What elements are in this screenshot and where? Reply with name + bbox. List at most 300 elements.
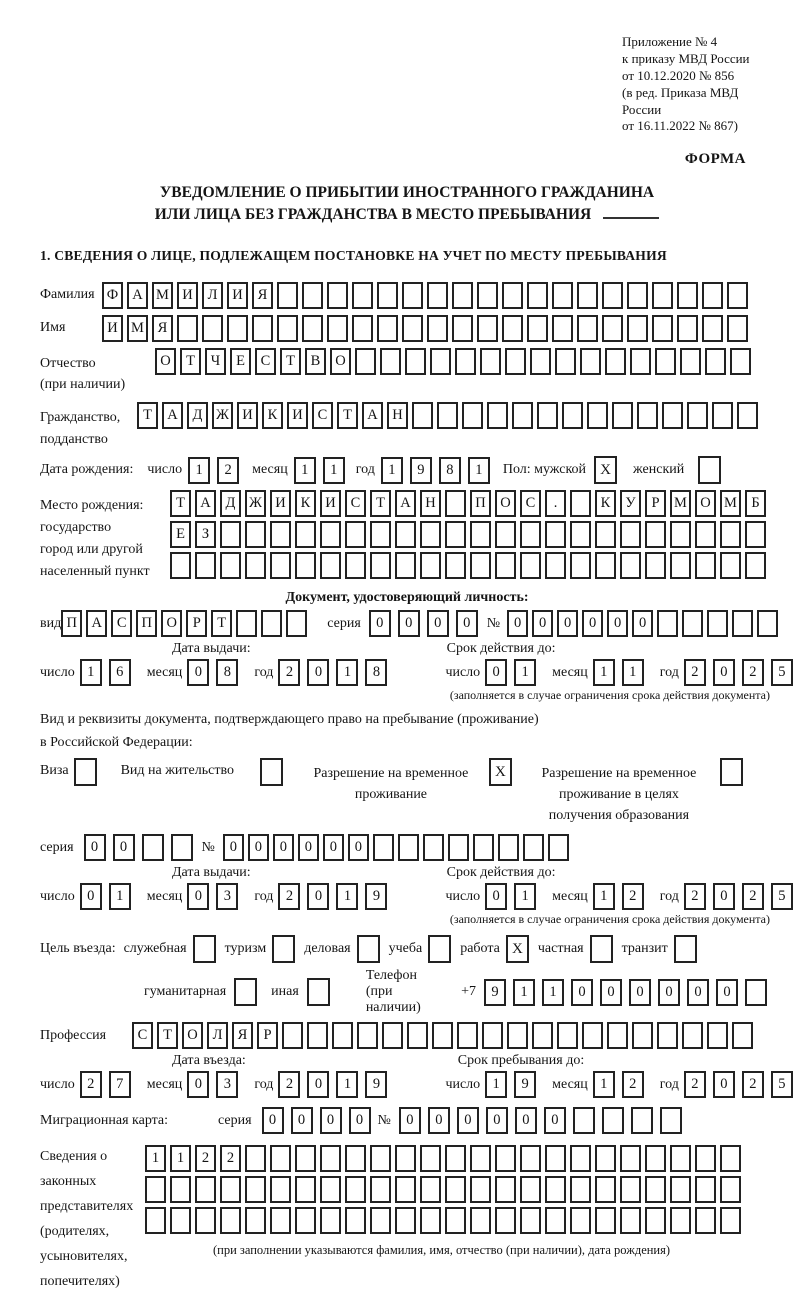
char-box: Т bbox=[280, 348, 301, 375]
char-box bbox=[520, 1145, 541, 1172]
valid-until-heading: Срок действия до: bbox=[446, 865, 556, 881]
char-box bbox=[652, 282, 673, 309]
entry-date-heading: Дата въезда: bbox=[172, 1053, 246, 1069]
char-box: 0 bbox=[84, 834, 106, 861]
char-box: 0 bbox=[687, 979, 709, 1006]
char-box: 0 bbox=[713, 1071, 735, 1098]
char-box: 0 bbox=[113, 834, 135, 861]
char-box: Н bbox=[387, 402, 408, 429]
char-box bbox=[437, 402, 458, 429]
char-box bbox=[145, 1176, 166, 1203]
char-box bbox=[527, 315, 548, 342]
profession-cells bbox=[132, 1022, 757, 1049]
char-box bbox=[657, 610, 678, 637]
char-box: 1 bbox=[170, 1145, 191, 1172]
char-box: 0 bbox=[607, 610, 628, 637]
char-box bbox=[252, 315, 273, 342]
char-box: К bbox=[262, 402, 283, 429]
char-box bbox=[302, 315, 323, 342]
char-box bbox=[552, 315, 573, 342]
char-box bbox=[537, 402, 558, 429]
char-box bbox=[552, 282, 573, 309]
char-box bbox=[395, 1145, 416, 1172]
char-box: 0 bbox=[544, 1107, 566, 1134]
section-1-heading: 1. СВЕДЕНИЯ О ЛИЦЕ, ПОДЛЕЖАЩЕМ ПОСТАНОВКЕ НА УЧЕТ ПО МЕСТУ ПРЕБЫВАНИЯ bbox=[40, 247, 667, 263]
char-box bbox=[332, 1022, 353, 1049]
purpose-work-checkbox: X bbox=[506, 935, 529, 963]
patronymic-cells bbox=[155, 348, 755, 375]
char-box: С bbox=[312, 402, 333, 429]
char-box: 2 bbox=[278, 659, 300, 686]
purpose-study-label: учеба bbox=[388, 941, 423, 957]
char-box: 2 bbox=[80, 1071, 102, 1098]
char-box bbox=[655, 348, 676, 375]
char-box bbox=[580, 348, 601, 375]
char-box bbox=[620, 552, 641, 579]
entry-date-group: число 2 7 месяц 0 3 год 2 0 1 9 bbox=[40, 1071, 403, 1098]
char-box: 1 bbox=[336, 659, 358, 686]
char-box bbox=[695, 1207, 716, 1234]
char-box bbox=[577, 315, 598, 342]
char-box bbox=[295, 1145, 316, 1172]
char-box bbox=[645, 1176, 666, 1203]
char-box bbox=[670, 1176, 691, 1203]
residence-doc-series-row bbox=[40, 834, 774, 861]
char-box: Я bbox=[152, 315, 173, 342]
char-box: Р bbox=[186, 610, 207, 637]
char-box: 0 bbox=[713, 659, 735, 686]
guardians-note: (при заполнении указываются фамилия, имя, отчество (при наличии), дата рождения) bbox=[213, 1243, 671, 1258]
stay-year-cells bbox=[684, 1071, 800, 1098]
char-box bbox=[660, 1107, 682, 1134]
char-box bbox=[720, 521, 741, 548]
char-box bbox=[320, 1207, 341, 1234]
char-box bbox=[682, 610, 703, 637]
char-box bbox=[470, 1145, 491, 1172]
purpose-other-checkbox bbox=[307, 978, 330, 1006]
char-box: Я bbox=[252, 282, 273, 309]
char-box bbox=[270, 552, 291, 579]
char-box bbox=[527, 282, 548, 309]
char-box: И bbox=[287, 402, 308, 429]
char-box: 0 bbox=[456, 610, 478, 637]
char-box bbox=[352, 282, 373, 309]
char-box: 8 bbox=[439, 457, 461, 484]
char-box bbox=[227, 315, 248, 342]
char-box: К bbox=[595, 490, 616, 517]
char-box: У bbox=[620, 490, 641, 517]
char-box bbox=[702, 315, 723, 342]
issue-date-group: число 1 6 месяц 0 8 год 2 0 1 8 bbox=[40, 659, 403, 686]
char-box bbox=[245, 552, 266, 579]
char-box bbox=[220, 521, 241, 548]
residence-permit-label: Вид на жительство bbox=[120, 763, 234, 779]
char-box bbox=[370, 552, 391, 579]
char-box bbox=[612, 402, 633, 429]
char-box: 0 bbox=[273, 834, 294, 861]
char-box: В bbox=[305, 348, 326, 375]
entry-month-cells bbox=[187, 1071, 245, 1098]
char-box: 2 bbox=[217, 457, 239, 484]
char-box bbox=[495, 1176, 516, 1203]
char-box: 1 bbox=[80, 659, 102, 686]
char-box: 5 bbox=[771, 883, 793, 910]
char-box bbox=[745, 552, 766, 579]
issue-year-cells bbox=[278, 659, 394, 686]
order-annotation bbox=[622, 34, 774, 135]
char-box bbox=[445, 490, 466, 517]
char-box bbox=[520, 1176, 541, 1203]
char-box bbox=[495, 1145, 516, 1172]
guardians-label: Сведения о законных представителях (родителях, усыновителях, попечителях) bbox=[40, 1149, 134, 1289]
char-box bbox=[720, 552, 741, 579]
annotation-line: к приказу МВД России bbox=[622, 50, 750, 66]
firstname-label: Имя bbox=[40, 319, 66, 335]
char-box: 1 bbox=[593, 659, 615, 686]
char-box bbox=[495, 1207, 516, 1234]
title-line-1: УВЕДОМЛЕНИЕ О ПРИБЫТИИ ИНОСТРАННОГО ГРАЖДАНИНА bbox=[159, 184, 655, 202]
char-box: 2 bbox=[278, 883, 300, 910]
char-box bbox=[570, 1207, 591, 1234]
guardians-row-3 bbox=[145, 1207, 745, 1234]
char-box: Д bbox=[220, 490, 241, 517]
birthplace-row-1 bbox=[170, 490, 770, 517]
char-box bbox=[707, 610, 728, 637]
char-box bbox=[445, 1145, 466, 1172]
char-box: И bbox=[102, 315, 123, 342]
char-box: 2 bbox=[622, 883, 644, 910]
identity-doc-dates bbox=[40, 659, 786, 686]
guardians-row-1 bbox=[145, 1145, 745, 1172]
char-box bbox=[370, 1145, 391, 1172]
visa-label: Виза bbox=[40, 763, 69, 779]
char-box bbox=[277, 315, 298, 342]
char-box bbox=[577, 282, 598, 309]
char-box bbox=[380, 348, 401, 375]
char-box: 1 bbox=[593, 883, 615, 910]
doc-kind-cells bbox=[61, 610, 311, 637]
char-box: 0 bbox=[307, 659, 329, 686]
char-box: 0 bbox=[298, 834, 319, 861]
char-box bbox=[523, 834, 544, 861]
char-box bbox=[705, 348, 726, 375]
identity-doc-row bbox=[40, 610, 774, 637]
char-box bbox=[620, 1145, 641, 1172]
char-box bbox=[570, 552, 591, 579]
year-label: год bbox=[355, 462, 375, 478]
char-box bbox=[482, 1022, 503, 1049]
char-box bbox=[420, 1207, 441, 1234]
char-box: 0 bbox=[323, 834, 344, 861]
char-box: 0 bbox=[307, 1071, 329, 1098]
issue-year-cells bbox=[278, 883, 394, 910]
char-box bbox=[727, 282, 748, 309]
char-box bbox=[245, 521, 266, 548]
char-box: 1 bbox=[514, 883, 536, 910]
char-box: Л bbox=[207, 1022, 228, 1049]
char-box bbox=[470, 1207, 491, 1234]
char-box: 0 bbox=[582, 610, 603, 637]
char-box: 2 bbox=[684, 883, 706, 910]
birth-day-cells bbox=[188, 457, 246, 484]
char-box: 1 bbox=[468, 457, 490, 484]
char-box: 0 bbox=[515, 1107, 537, 1134]
char-box: А bbox=[86, 610, 107, 637]
char-box bbox=[670, 1207, 691, 1234]
guardians-cells bbox=[145, 1140, 745, 1258]
char-box bbox=[630, 348, 651, 375]
char-box: И bbox=[320, 490, 341, 517]
char-box: О bbox=[695, 490, 716, 517]
char-box bbox=[645, 1145, 666, 1172]
char-box: Р bbox=[645, 490, 666, 517]
issue-day-cells bbox=[80, 883, 138, 910]
char-box bbox=[345, 1176, 366, 1203]
issue-date-heading: Дата выдачи: bbox=[172, 641, 251, 657]
validity-note: (заполняется в случае ограничения срока действия документа) bbox=[449, 688, 770, 703]
char-box bbox=[395, 521, 416, 548]
char-box bbox=[195, 552, 216, 579]
char-box bbox=[512, 402, 533, 429]
char-box bbox=[320, 552, 341, 579]
char-box: О bbox=[182, 1022, 203, 1049]
char-box: 0 bbox=[427, 610, 449, 637]
char-box bbox=[520, 552, 541, 579]
entry-purpose-row-2 bbox=[144, 968, 774, 1016]
char-box bbox=[505, 348, 526, 375]
char-box bbox=[555, 348, 576, 375]
char-box: 1 bbox=[145, 1145, 166, 1172]
char-box: 0 bbox=[320, 1107, 342, 1134]
migration-card-row bbox=[40, 1107, 774, 1134]
phone-cells bbox=[484, 979, 774, 1006]
char-box: 0 bbox=[398, 610, 420, 637]
char-box bbox=[645, 552, 666, 579]
birthdate-label: Дата рождения: bbox=[40, 462, 134, 478]
char-box: К bbox=[295, 490, 316, 517]
char-box bbox=[495, 521, 516, 548]
char-box bbox=[195, 1176, 216, 1203]
char-box: 0 bbox=[457, 1107, 479, 1134]
char-box: 0 bbox=[369, 610, 391, 637]
char-box bbox=[545, 552, 566, 579]
char-box bbox=[587, 402, 608, 429]
char-box bbox=[142, 834, 164, 861]
char-box bbox=[530, 348, 551, 375]
char-box bbox=[398, 834, 419, 861]
valid-year-cells bbox=[684, 883, 800, 910]
purpose-tourism-label: туризм bbox=[224, 941, 267, 957]
char-box bbox=[695, 1145, 716, 1172]
char-box bbox=[595, 552, 616, 579]
char-box bbox=[573, 1107, 595, 1134]
doc-kind-label: вид bbox=[40, 615, 62, 631]
char-box: 1 bbox=[513, 979, 535, 1006]
guardians-block bbox=[40, 1140, 774, 1294]
purpose-official-label: служебная bbox=[123, 941, 187, 957]
char-box bbox=[295, 521, 316, 548]
birthplace-label: Место рождения: государство город или другой населенный пункт bbox=[40, 498, 150, 579]
char-box: 1 bbox=[542, 979, 564, 1006]
char-box: М bbox=[720, 490, 741, 517]
char-box: Т bbox=[157, 1022, 178, 1049]
char-box bbox=[570, 1145, 591, 1172]
char-box: 0 bbox=[187, 883, 209, 910]
male-checkbox: X bbox=[594, 456, 617, 484]
char-box bbox=[498, 834, 519, 861]
char-box bbox=[423, 834, 444, 861]
char-box bbox=[302, 282, 323, 309]
char-box bbox=[320, 1145, 341, 1172]
char-box: 9 bbox=[365, 883, 387, 910]
char-box bbox=[445, 552, 466, 579]
char-box: П bbox=[470, 490, 491, 517]
char-box: 3 bbox=[216, 1071, 238, 1098]
char-box: 3 bbox=[216, 883, 238, 910]
char-box bbox=[236, 610, 257, 637]
char-box: 2 bbox=[684, 659, 706, 686]
char-box bbox=[407, 1022, 428, 1049]
visa-checkbox bbox=[74, 758, 97, 786]
char-box: М bbox=[152, 282, 173, 309]
char-box: 2 bbox=[195, 1145, 216, 1172]
char-box: 1 bbox=[323, 457, 345, 484]
char-box bbox=[605, 348, 626, 375]
char-box: 9 bbox=[484, 979, 506, 1006]
char-box: 6 bbox=[109, 659, 131, 686]
char-box: С bbox=[111, 610, 132, 637]
char-box bbox=[682, 1022, 703, 1049]
char-box bbox=[345, 552, 366, 579]
char-box: 1 bbox=[593, 1071, 615, 1098]
phone-prefix: +7 bbox=[461, 984, 476, 1000]
char-box: 0 bbox=[485, 883, 507, 910]
char-box bbox=[377, 282, 398, 309]
char-box bbox=[286, 610, 307, 637]
patronymic-row bbox=[40, 348, 774, 396]
res-number-label: № bbox=[201, 839, 215, 855]
stay-until-group: число 1 9 месяц 1 2 год 2 0 2 5 bbox=[445, 1071, 800, 1098]
char-box bbox=[477, 315, 498, 342]
char-box bbox=[171, 834, 193, 861]
char-box: Ч bbox=[205, 348, 226, 375]
char-box bbox=[562, 402, 583, 429]
char-box bbox=[270, 1207, 291, 1234]
title-blank-underline bbox=[603, 217, 659, 219]
char-box bbox=[470, 1176, 491, 1203]
char-box bbox=[730, 348, 751, 375]
char-box bbox=[657, 1022, 678, 1049]
char-box bbox=[695, 1176, 716, 1203]
char-box bbox=[432, 1022, 453, 1049]
char-box bbox=[270, 521, 291, 548]
char-box bbox=[170, 1176, 191, 1203]
char-box: Т bbox=[337, 402, 358, 429]
annotation-line: Приложение № 4 bbox=[622, 34, 718, 49]
purpose-humanitarian-checkbox bbox=[234, 978, 257, 1006]
char-box: 9 bbox=[514, 1071, 536, 1098]
char-box bbox=[545, 1145, 566, 1172]
birthplace-row-3 bbox=[170, 552, 770, 579]
char-box: 0 bbox=[223, 834, 244, 861]
char-box: 0 bbox=[713, 883, 735, 910]
purpose-business-checkbox bbox=[357, 935, 380, 963]
char-box bbox=[473, 834, 494, 861]
char-box bbox=[357, 1022, 378, 1049]
char-box: . bbox=[545, 490, 566, 517]
char-box bbox=[282, 1022, 303, 1049]
res-series-label: серия bbox=[40, 839, 74, 855]
purpose-label: Цель въезда: bbox=[40, 941, 116, 957]
char-box: 0 bbox=[629, 979, 651, 1006]
char-box: 1 bbox=[109, 883, 131, 910]
annotation-line: (в ред. Приказа МВД России bbox=[622, 84, 739, 117]
char-box: И bbox=[177, 282, 198, 309]
surname-cells bbox=[102, 282, 752, 309]
char-box: И bbox=[237, 402, 258, 429]
char-box bbox=[702, 282, 723, 309]
char-box bbox=[427, 282, 448, 309]
char-box bbox=[670, 552, 691, 579]
char-box bbox=[532, 1022, 553, 1049]
issue-date-group: число 0 1 месяц 0 3 год 2 0 1 9 bbox=[40, 883, 403, 910]
citizenship-cells bbox=[137, 402, 762, 429]
firstname-row bbox=[40, 315, 774, 342]
birthplace-block bbox=[40, 490, 774, 583]
char-box bbox=[662, 402, 683, 429]
char-box: 0 bbox=[428, 1107, 450, 1134]
char-box: 0 bbox=[632, 610, 653, 637]
stay-month-cells bbox=[593, 1071, 651, 1098]
char-box bbox=[487, 402, 508, 429]
char-box bbox=[545, 1176, 566, 1203]
surname-row bbox=[40, 282, 774, 309]
char-box: 0 bbox=[571, 979, 593, 1006]
char-box bbox=[402, 315, 423, 342]
char-box bbox=[607, 1022, 628, 1049]
char-box: 9 bbox=[410, 457, 432, 484]
char-box: Т bbox=[211, 610, 232, 637]
char-box: А bbox=[127, 282, 148, 309]
char-box bbox=[170, 1207, 191, 1234]
char-box bbox=[270, 1145, 291, 1172]
char-box bbox=[405, 348, 426, 375]
char-box bbox=[602, 282, 623, 309]
char-box bbox=[745, 979, 767, 1006]
char-box: Н bbox=[420, 490, 441, 517]
char-box: О bbox=[155, 348, 176, 375]
temp-residence-education-checkbox bbox=[720, 758, 743, 786]
char-box bbox=[261, 610, 282, 637]
char-box bbox=[520, 521, 541, 548]
char-box bbox=[452, 315, 473, 342]
identity-doc-heading: Документ, удостоверяющий личность: bbox=[285, 590, 529, 606]
char-box bbox=[373, 834, 394, 861]
identity-doc-date-headers bbox=[40, 641, 774, 657]
char-box bbox=[737, 402, 758, 429]
guardians-row-2 bbox=[145, 1176, 745, 1203]
char-box bbox=[707, 1022, 728, 1049]
char-box: Т bbox=[180, 348, 201, 375]
res-series-cells bbox=[84, 834, 200, 861]
migcard-series-cells bbox=[262, 1107, 378, 1134]
char-box bbox=[457, 1022, 478, 1049]
citizenship-label: Гражданство, подданство bbox=[40, 410, 121, 447]
char-box bbox=[570, 490, 591, 517]
birth-year-cells bbox=[381, 457, 497, 484]
char-box bbox=[670, 521, 691, 548]
char-box bbox=[345, 1207, 366, 1234]
